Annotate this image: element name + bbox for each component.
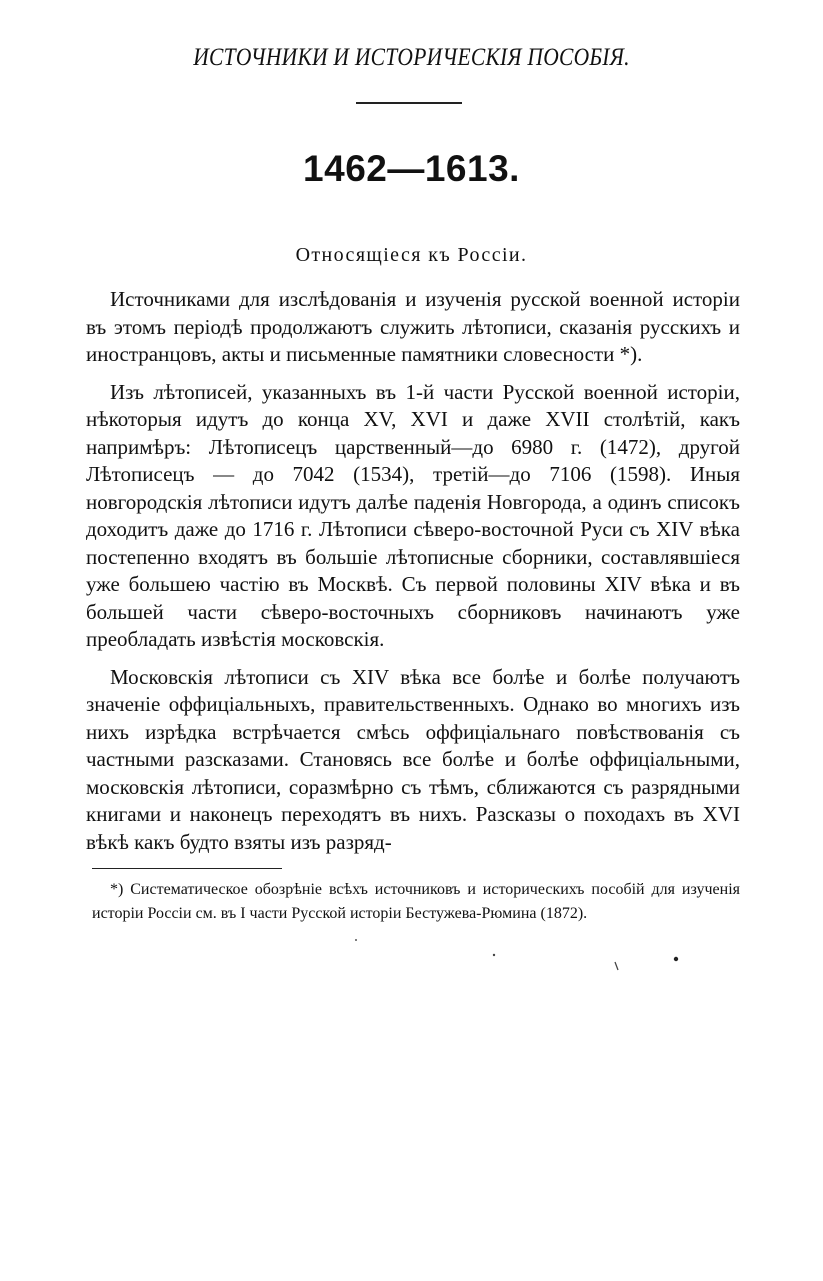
paragraph-1: Источниками для изслѣдованія и изученія русской военной исторіи въ этомъ періодѣ продолжаютъ служить лѣтописи, сказанія русскихъ и иностранцовъ, акты и письменные памятники словесности *). xyxy=(86,287,740,366)
paragraph-2: Изъ лѣтописей, указанныхъ въ 1-й части Русской военной исторіи, нѣкоторыя идутъ до конца XV, XVI и даже XVII столѣтій, какъ напримѣръ: Лѣтописецъ царственный—до 6980 г. (1472), другой Лѣтописецъ — до 7042 (1534), третій—до 7106 (1598). Иныя новгородскія лѣтописи идутъ далѣе паденія Новгорода, а одинъ списокъ доходитъ даже до 1716 г. Лѣтописи сѣверо-восточной Руси съ XIV вѣка постепенно входятъ въ большіе лѣтописные сборники, составлявшіеся уже большею частію въ Москвѣ. Съ первой половины XIV вѣка и въ большей части сѣверо-восточныхъ сборниковъ начинаютъ уже преобладать извѣстія московскія. xyxy=(86,379,740,651)
footnote: *) Систематическое обозрѣніе всѣхъ источниковъ и историческихъ пособій для изученія исторіи Россіи см. въ I части Русской исторіи Бестужева-Рюмина (1872). xyxy=(92,881,740,922)
speck-mark xyxy=(615,962,618,970)
speck-mark xyxy=(355,939,357,941)
speck-mark xyxy=(674,957,678,961)
paragraph-3: Московскія лѣтописи съ XIV вѣка все болѣе и болѣе получаютъ значеніе оффиціальныхъ, правительственныхъ. Однако во многихъ изъ нихъ изрѣдка встрѣчается смѣсь оффиціальнаго повѣствованія съ частными разсказами. Становясь все болѣе и болѣе оффиціальными, московскія лѣтописи, соразмѣрно съ тѣмъ, сближаются съ разрядными книгами и наконецъ переходятъ въ нихъ. Разсказы о походахъ въ XVI вѣкѣ какъ будто взяты изъ разряд- xyxy=(86,664,740,854)
subheading: Относящіеся къ Россіи. xyxy=(295,244,528,266)
speck-mark xyxy=(493,954,495,956)
section-title: ИСТОЧНИКИ И ИСТОРИЧЕСКІЯ ПОСОБІЯ. xyxy=(193,44,630,71)
year-heading: 1462—1613. xyxy=(303,148,520,189)
